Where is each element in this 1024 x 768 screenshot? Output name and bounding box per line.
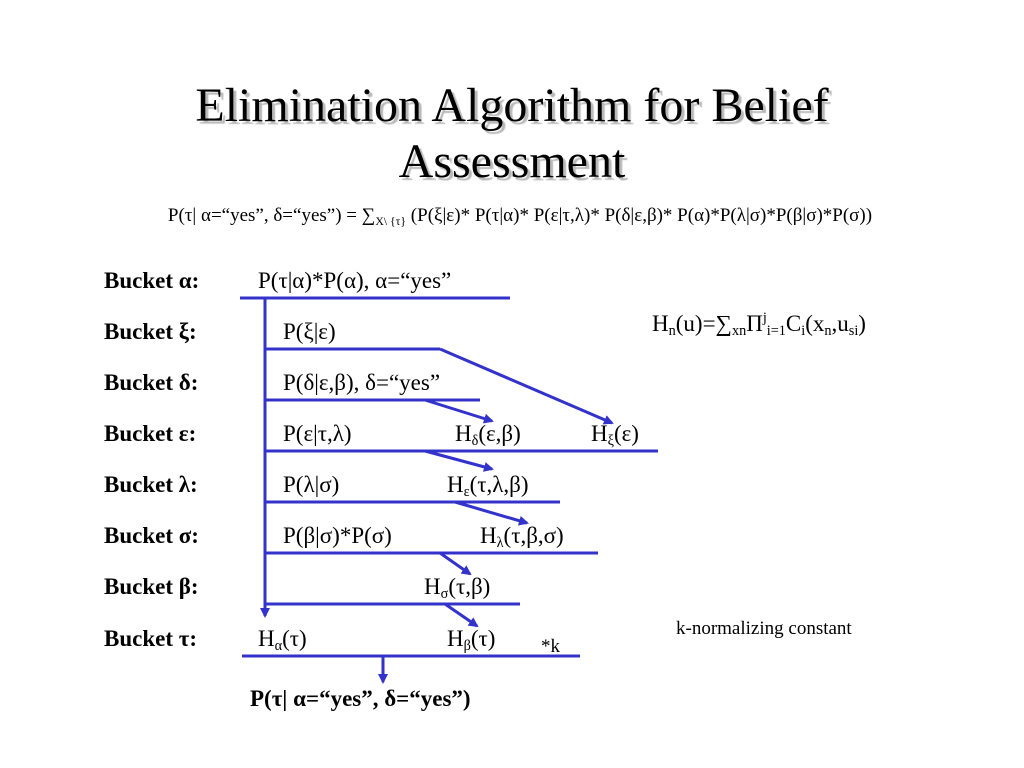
- message-h-beta: $H_\beta(\tau)$: [447, 626, 496, 654]
- title-line-2: Assessment: [398, 135, 626, 188]
- arrow-sigma-to-beta: [440, 553, 470, 574]
- result-query: P(τ| α=“yes”, δ=“yes”): [250, 686, 471, 711]
- message-h-delta: $H_\delta(\varepsilon,\beta)$: [455, 421, 521, 449]
- arrow-delta-to-epsilon: [425, 400, 492, 421]
- message-h-lambda: $H_\lambda(\tau,\beta,\sigma)$: [480, 523, 564, 551]
- arrow-lambda-to-sigma: [455, 502, 527, 523]
- bucket-label-alpha: Bucket α:: [104, 268, 200, 293]
- bucket-label-delta: Bucket δ:: [104, 370, 199, 395]
- bucket-delta-function: P(δ|ε,β), δ=“yes”: [283, 370, 441, 395]
- sum-subscript: X\ {τ}: [375, 215, 407, 228]
- message-h-epsilon: $H_\varepsilon(\tau,\lambda,\beta)$: [447, 472, 529, 500]
- k-normalizing-note: k-normalizing constant: [676, 618, 852, 639]
- title-line-1: Elimination Algorithm for Belief: [195, 79, 829, 132]
- arrow-beta-to-tau: [445, 604, 477, 626]
- bucket-alpha-function: P(τ|α)*P(α), α=“yes”: [258, 268, 452, 293]
- bucket-lambda-function: P(λ|σ): [283, 472, 340, 497]
- message-h-sigma: $H_\sigma(\tau,\beta)$: [424, 574, 491, 602]
- message-h-alpha: $H_\alpha(\tau)$: [258, 626, 307, 654]
- bucket-label-lambda: Bucket λ:: [104, 472, 198, 497]
- query-lhs: P(τ| α=“yes”, δ=“yes”) =: [167, 205, 362, 226]
- query-rhs: (P(ξ|ε)* P(τ|α)* P(ε|τ,λ)* P(δ|ε,β)* P(α)*P(λ|σ)*P(β|σ)*P(σ)): [406, 205, 873, 226]
- bucket-label-tau: Bucket τ:: [104, 626, 198, 651]
- hn-formula: $H_n(u)=\sum_{xn}\Pi^j_{i=1}C_i(x_n,u_{si})$: [652, 310, 866, 339]
- bucket-epsilon-function: P(ε|τ,λ): [283, 421, 352, 446]
- k-factor: *k: [541, 636, 560, 657]
- bucket-label-xi: Bucket ξ:: [104, 319, 197, 344]
- bucket-xi-function: P(ξ|ε): [283, 319, 336, 344]
- sum-symbol: ∑: [361, 205, 376, 226]
- bucket-sigma-function: P(β|σ)*P(σ): [283, 523, 392, 548]
- bucket-label-sigma: Bucket σ:: [104, 523, 199, 548]
- message-h-xi: $H_\xi(\varepsilon)$: [591, 421, 639, 449]
- bucket-label-beta: Bucket β:: [104, 574, 199, 599]
- bucket-label-epsilon: Bucket ε:: [104, 421, 197, 446]
